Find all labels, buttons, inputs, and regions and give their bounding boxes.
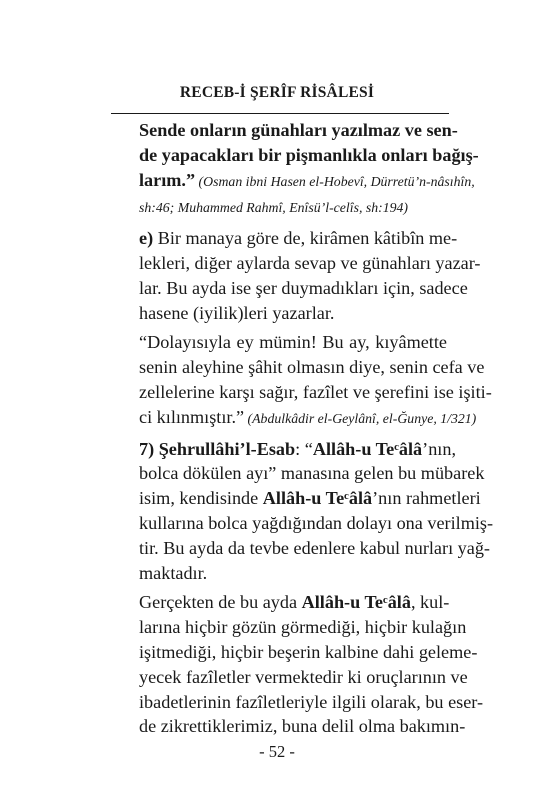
body-text: ’nın rahmetleri — [372, 488, 481, 509]
citation: (Osman ibni Hasen el-Hobevî, Dürretü’n-nâsıhîn, — [195, 173, 475, 189]
citation: (Abdulkâdir el-Geylânî, el-Ğunye, 1/321) — [244, 410, 477, 426]
text-line: “Dolayısıyla ey mümin! Bu ay, kıyâmette — [139, 332, 447, 353]
bold-text: Allâh-u Teᶜâlâ — [312, 438, 423, 459]
text-line: tir. Bu ayda da tevbe edenlere kabul nurları yağ- — [139, 537, 490, 558]
text-line — [111, 194, 447, 221]
body-text: isim, kendisinde — [139, 488, 263, 509]
text-line — [111, 590, 450, 615]
text-line — [111, 437, 457, 462]
body-text: : “ — [295, 438, 313, 459]
text-line: ibadetlerinin fazîletleriyle ilgili olarak, bu eser- — [139, 691, 484, 712]
text-line: lekleri, diğer aylarda sevap ve günahları yazar- — [139, 252, 481, 273]
bold-text: larım.” — [139, 169, 196, 190]
header-rule — [111, 113, 449, 114]
page-body — [111, 118, 494, 744]
text-line — [111, 118, 458, 143]
paragraph — [111, 437, 494, 586]
text-line — [111, 405, 477, 432]
text-line: lar. Bu ayda ise şer duymadıkları için, sadece — [139, 277, 468, 298]
body-text: ’nın, — [422, 438, 457, 459]
paragraph — [111, 330, 492, 431]
bold-text: de yapacakları bir pişmanlıkla onları bağış- — [139, 144, 479, 165]
text-line — [111, 226, 458, 251]
body-text: Bir manaya göre de, kirâmen kâtibîn me- — [153, 228, 458, 249]
text-line: yecek fazîletler vermektedir ki oruçlarının ve — [139, 666, 468, 687]
bold-text: 7) Şehrullâhi’l-Esab — [139, 438, 296, 459]
body-text: ci kılınmıştır.” — [139, 406, 245, 427]
text-line — [111, 486, 481, 511]
text-line: işitmediği, hiçbir beşerin kalbine dahi geleme- — [139, 641, 478, 662]
text-line: senin aleyhine şâhit olmasın diye, senin cefa ve — [139, 357, 485, 378]
citation: sh:46; Muhammed Rahmî, Enîsü’l-celîs, sh:194) — [139, 200, 408, 216]
body-text: Gerçekten de bu ayda — [139, 592, 302, 613]
bold-text: Sende onların günahları yazılmaz ve sen- — [139, 120, 458, 140]
text-line: kullarına bolca yağdığından dolayı ona verilmiş- — [139, 512, 494, 533]
text-line: bolca dökülen ayı” manasına gelen bu mübarek — [139, 463, 485, 484]
paragraph — [111, 118, 479, 221]
text-line — [111, 143, 479, 168]
paragraph — [111, 226, 481, 325]
bold-text: Allâh-u Teᶜâlâ — [262, 488, 373, 509]
bold-text: e) — [139, 228, 154, 249]
bold-text: Allâh-u Teᶜâlâ — [301, 592, 411, 613]
body-text: , kul- — [410, 592, 450, 613]
text-line: zellelerine karşı sağır, fazîlet ve şerefini ise işiti- — [139, 381, 492, 402]
text-line: maktadır. — [139, 562, 208, 583]
text-line: hasene (iyilik)leri yazarlar. — [139, 302, 335, 323]
paragraph — [111, 590, 484, 739]
text-line: de zikrettiklerimiz, buna delil olma bakımın- — [139, 716, 466, 737]
text-line — [111, 168, 475, 195]
page-number: - 52 - — [259, 742, 295, 761]
text-line: larına hiçbir gözün görmediği, hiçbir kulağın — [139, 617, 467, 638]
running-header: RECEB-İ ŞERÎF RİSÂLESİ — [179, 84, 375, 101]
